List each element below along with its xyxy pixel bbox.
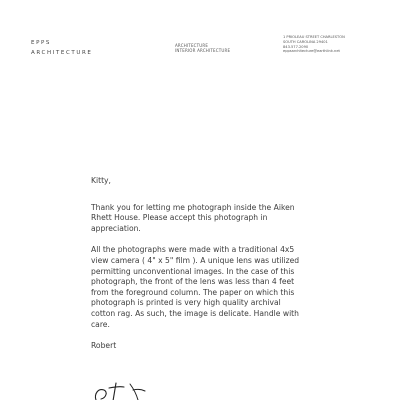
salutation: Kitty, bbox=[91, 176, 111, 185]
address-city-state: SOUTH CAROLINA 29401 bbox=[283, 39, 328, 44]
paragraph-details: All the photographs were made with a traditional 4x5 view camera ( 4" x 5" film ). A unique lens was utilized permitting unconventional images. In the case of this photograph, the front of the lens was less than 4 feet from the foreground column. The paper on which this photograph is printed is very high quality archival cotton rag. As such, the image is delicate. Handle with care. bbox=[91, 245, 300, 329]
address-street: 1 PRIOLEAU STREET CHARLESTON bbox=[283, 35, 345, 39]
firm-tagline bbox=[175, 43, 230, 53]
address-email: eppsarchitecture@earthlink.net bbox=[283, 49, 340, 54]
firm-name-line2: ARCHITECTURE bbox=[31, 50, 93, 56]
handwritten-signature bbox=[92, 380, 182, 400]
firm-name-line1: EPPS bbox=[31, 40, 51, 46]
firm-name bbox=[31, 38, 92, 58]
address-phone: 843.577.2090 bbox=[283, 44, 309, 49]
tagline-line1: ARCHITECTURE bbox=[175, 43, 209, 48]
tagline-line2: INTERIOR ARCHITECTURE bbox=[175, 48, 231, 53]
letter-body bbox=[91, 176, 306, 352]
closing-name: Robert bbox=[91, 341, 117, 351]
firm-address bbox=[283, 35, 345, 54]
paragraph-thanks: Thank you for letting me photograph inside the Aiken Rhett House. Please accept this photograph in appreciation. bbox=[91, 202, 295, 233]
